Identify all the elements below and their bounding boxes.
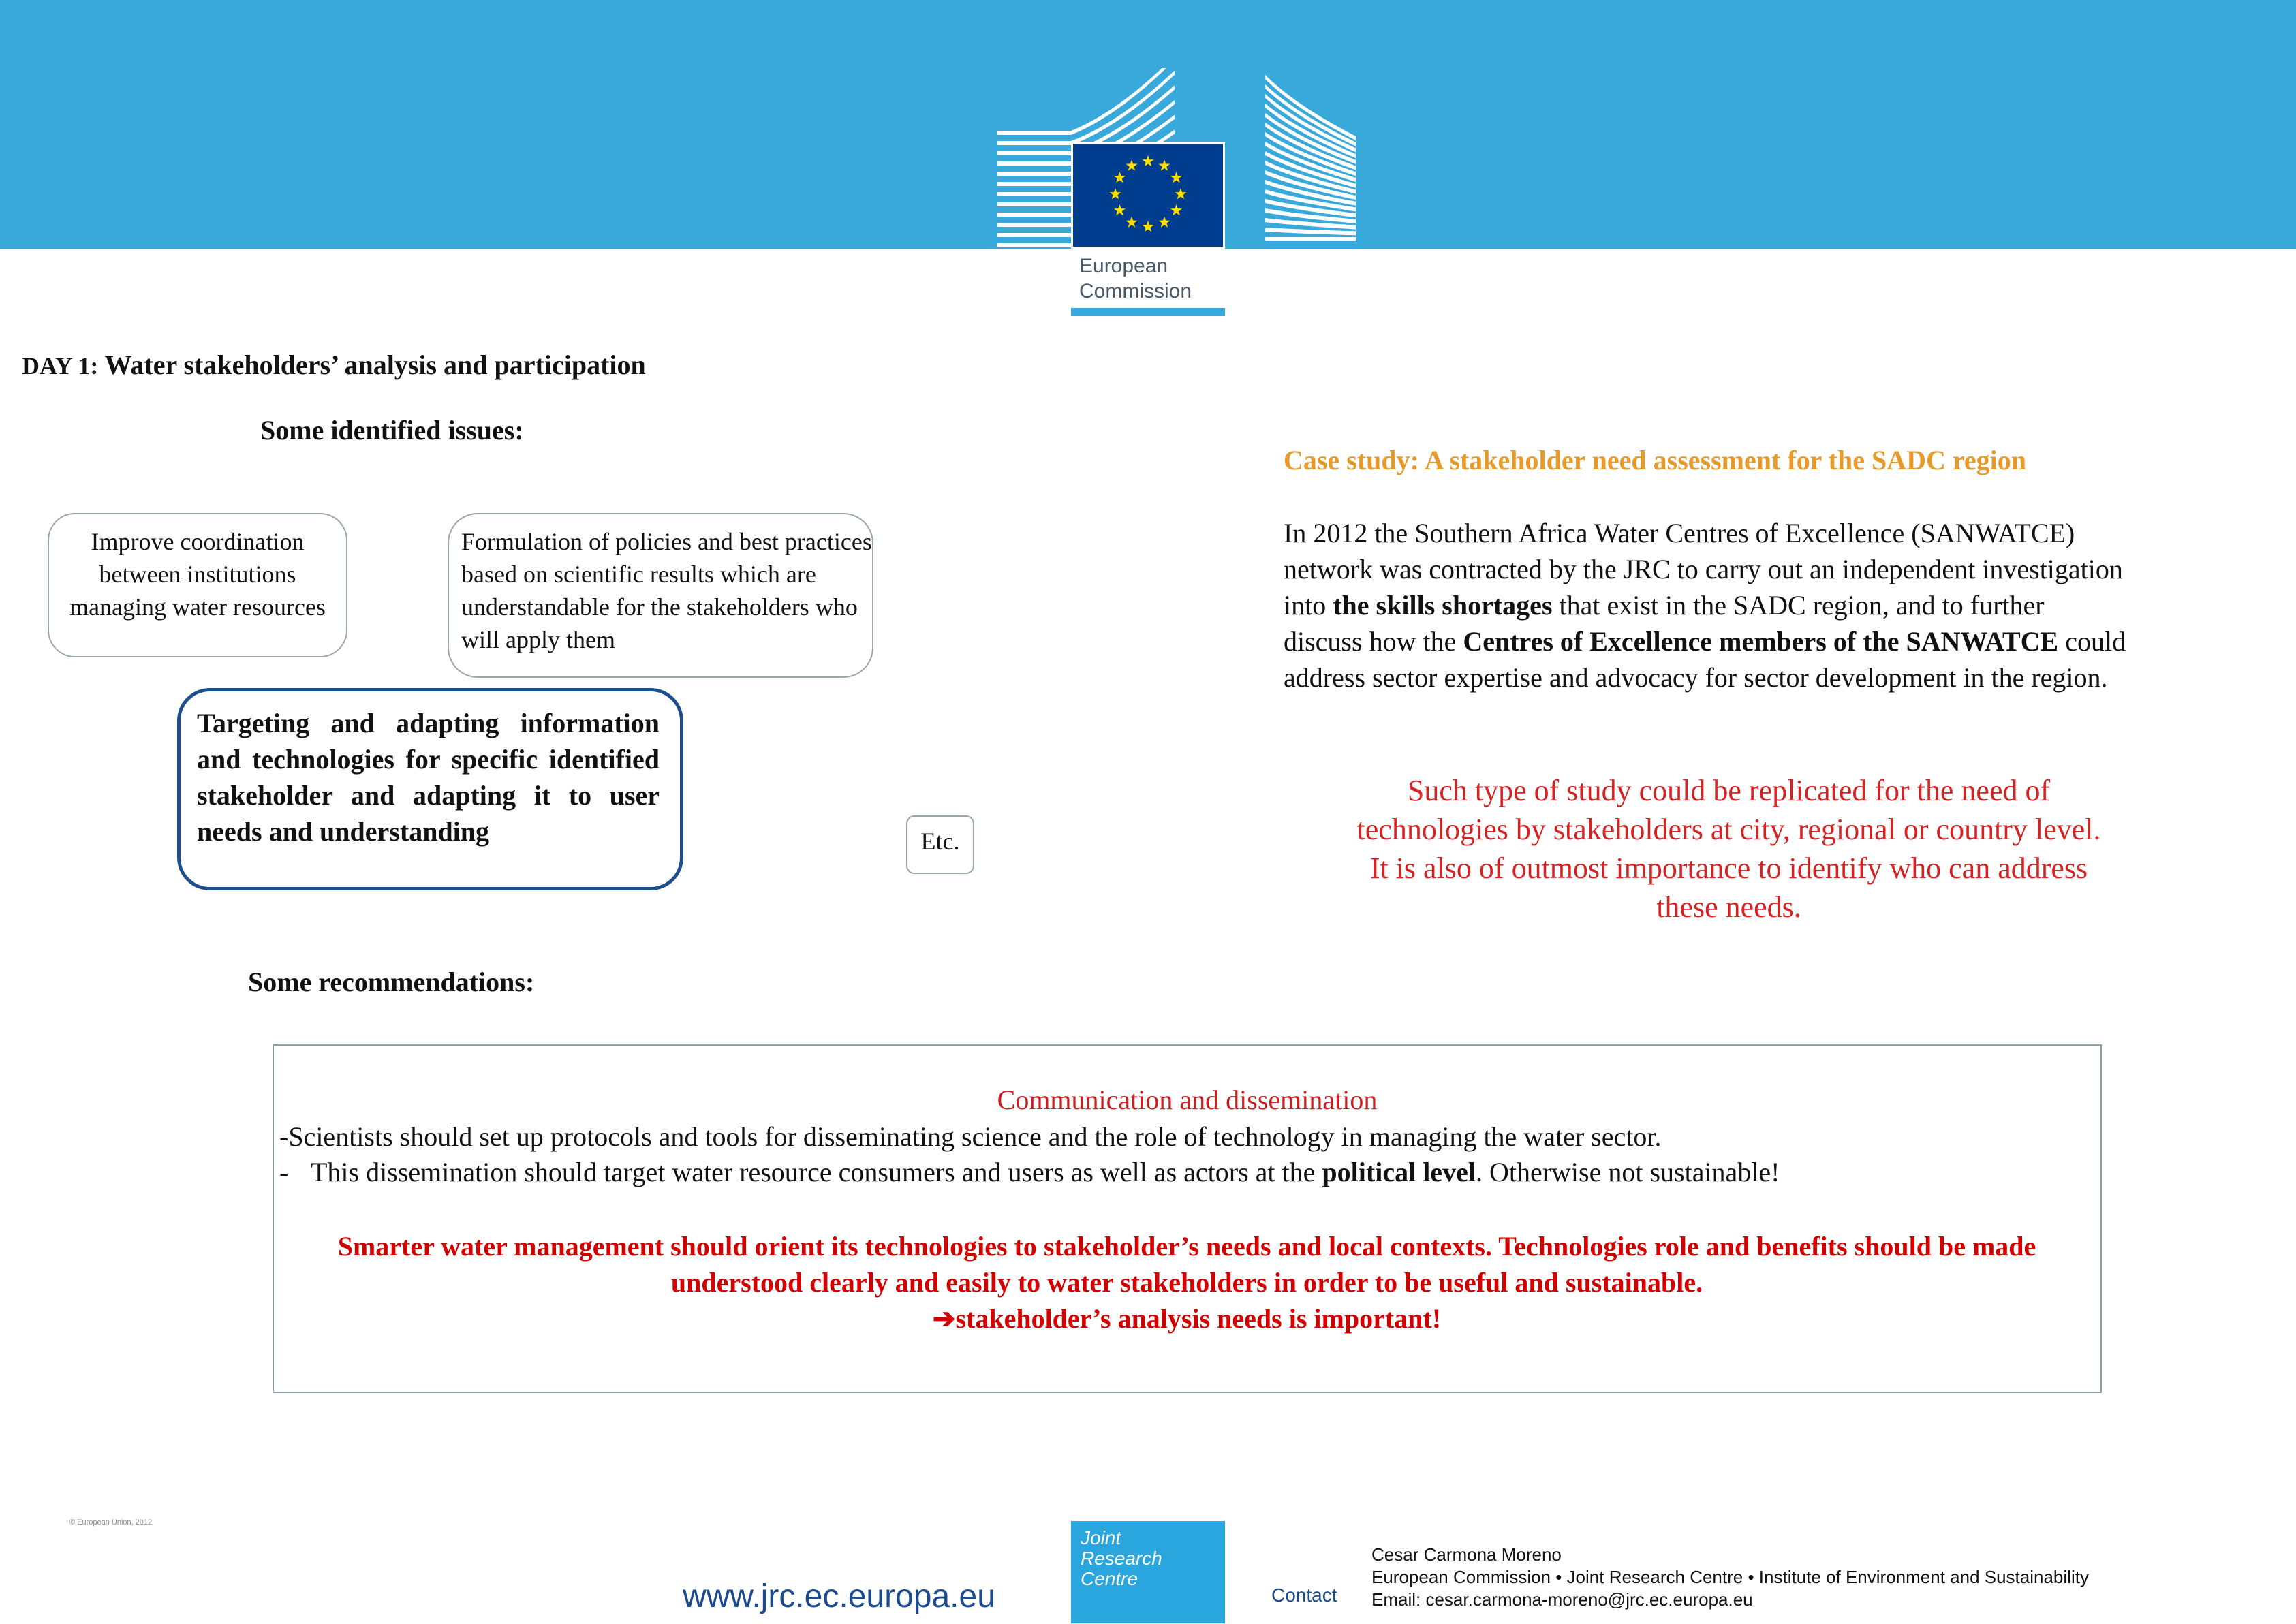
contact-email[interactable]: Email: cesar.carmona-moreno@jrc.ec.europa.eu (1371, 1589, 1753, 1610)
jrc-logo-text: Joint Research Centre (1081, 1527, 1162, 1589)
building-stripe (1265, 228, 1356, 235)
case-study-body (1284, 515, 2128, 696)
issue-box-etc: Etc. (906, 815, 974, 874)
conclusion-line-2 (281, 1300, 2093, 1337)
line-2-before: This dissemination should target water resource consumers and users as well as actors at the (311, 1157, 1322, 1187)
eu-star (1142, 221, 1153, 232)
page-title-text: Water stakeholders’ analysis and participation (104, 349, 646, 380)
case-study-quote: Such type of study could be replicated for the need of technologies by stakeholders at city, regional or country level. It is also of outmost importance to identify who can address these needs. (1356, 774, 2101, 924)
building-stripe (997, 68, 1175, 135)
building-right-wing-icon (1265, 75, 1356, 241)
recommendations-box (273, 1044, 2102, 1393)
page-title (22, 349, 646, 381)
case-body-part-3: could address sector expertise and advocacy for sector development in the region. (1284, 626, 2126, 693)
recommendation-conclusion (281, 1228, 2093, 1337)
ec-logo-line-2: Commission (1079, 280, 1192, 302)
line-2-bold: political level (1322, 1157, 1476, 1187)
case-body-part-1: In 2012 the Southern Africa Water Centres of Excellence (SANWATCE) network was contracted by the JRC to carry out an independent investigation into (1284, 518, 2123, 621)
eu-star (1126, 217, 1137, 228)
eu-star (1126, 159, 1137, 170)
eu-star (1158, 159, 1170, 170)
case-body-part-2: that exist in the SADC region, and to further discuss how the (1284, 590, 2045, 657)
issue-box-policies: Formulation of policies and best practices based on scientific results which are understandable for the stakeholders who will apply them (448, 513, 873, 678)
eu-star (1158, 217, 1170, 228)
ec-logo-text (1079, 253, 1192, 304)
recommendation-line-1: -Scientists should set up protocols and tools for disseminating science and the role of technology in managing the water sector. (279, 1121, 1662, 1152)
issue-box-coordination: Improve coordination between institutions managing water resources (48, 513, 347, 657)
contact-label: Contact (1271, 1584, 1337, 1606)
eu-flag-emblem (1071, 142, 1225, 249)
eu-star (1114, 204, 1126, 215)
jrc-website-link[interactable]: www.jrc.ec.europa.eu (683, 1578, 995, 1614)
building-stripe (1265, 237, 1356, 241)
arrow-right-icon: ➔ (932, 1303, 956, 1334)
list-dash: - (279, 1157, 289, 1187)
copyright-notice: © European Union, 2012 (69, 1518, 153, 1527)
jrc-logo-box (1071, 1521, 1225, 1623)
eu-star (1175, 188, 1186, 199)
issues-heading: Some identified issues: (260, 415, 524, 446)
ec-logo-underline (1071, 308, 1225, 316)
contact-organization: European Commission • Joint Research Centre • Institute of Environment and Sustainability (1371, 1567, 2089, 1587)
ec-logo-line-1: European (1079, 255, 1168, 277)
eu-star (1170, 172, 1182, 183)
issue-box-targeting: Targeting and adapting information and technologies for specific identified stakeholder and adapting it to user needs and understanding (177, 688, 683, 890)
recommendations-subheading: Communication and dissemination (997, 1084, 1378, 1115)
recommendation-line-2 (279, 1156, 2092, 1188)
eu-star (1109, 188, 1121, 199)
contact-name: Cesar Carmona Moreno (1371, 1544, 1562, 1565)
eu-star (1170, 204, 1182, 215)
contact-info (1371, 1544, 2089, 1611)
eu-stars-icon (1073, 144, 1223, 247)
day-label: DAY 1: (22, 352, 99, 379)
line-2-after: . Otherwise not sustainable! (1475, 1157, 1780, 1187)
case-body-bold-skills: the skills shortages (1333, 590, 1553, 621)
eu-star (1142, 155, 1153, 166)
conclusion-line-1: Smarter water management should orient its technologies to stakeholder’s needs and local contexts. Technologies role and benefits should be made understood clearly and easily to water stakeholders in order to be useful and sustainable. (337, 1231, 2036, 1298)
recommendations-heading: Some recommendations: (248, 967, 535, 997)
case-body-bold-centres: Centres of Excellence members of the SANWATCE (1463, 626, 2059, 657)
case-study-title: Case study: A stakeholder need assessment for the SADC region (1284, 445, 2027, 475)
eu-star (1114, 172, 1126, 183)
conclusion-line-2-text: stakeholder’s analysis needs is important! (955, 1303, 1442, 1334)
